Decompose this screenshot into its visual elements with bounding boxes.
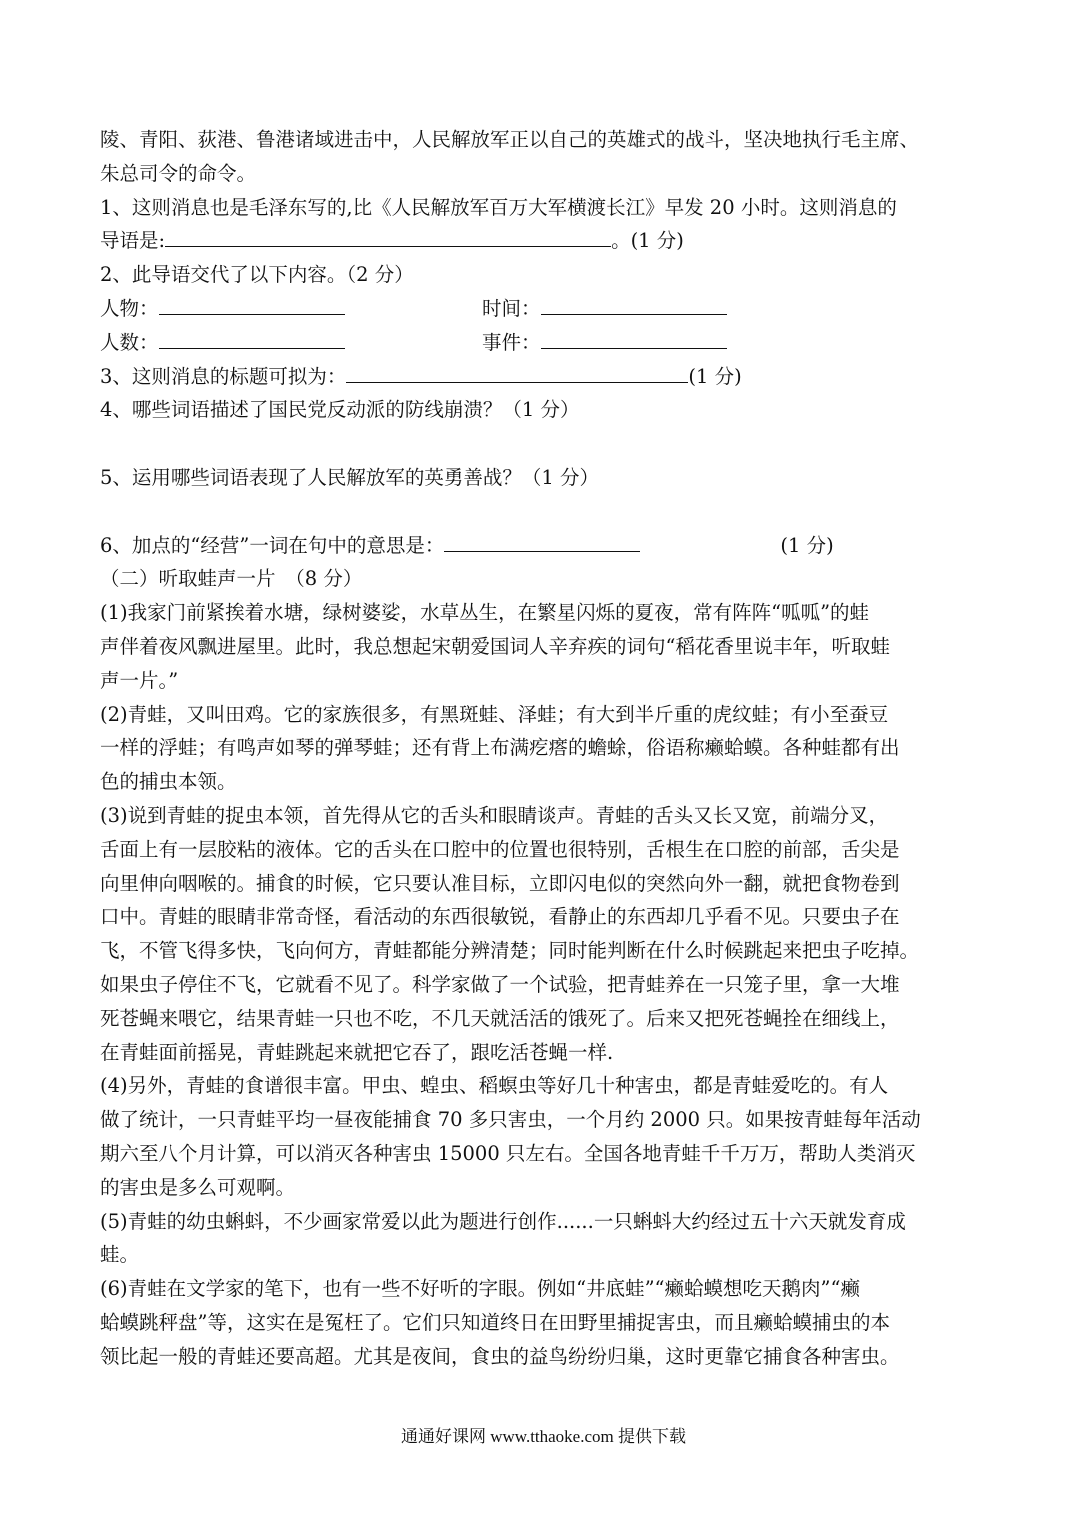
question-1-blank[interactable] — [165, 224, 611, 247]
passage-line: (3)说到青蛙的捉虫本领，首先得从它的舌头和眼睛谈声。青蛙的舌头又长又宽，前端分叉， — [100, 803, 889, 827]
passage-line: 的害虫是多么可观啊。 — [100, 1175, 296, 1199]
passage-line: (5)青蛙的幼虫蝌蚪，不少画家常爱以此为题进行创作......一只蝌蚪大约经过五十六天就发育成 — [100, 1209, 906, 1233]
question-6-suffix: (1 分) — [780, 533, 834, 557]
question-1-prefix: 导语是: — [100, 229, 166, 253]
question-4-stem: 4、哪些词语描述了国民党反动派的防线崩溃？（1 分） — [100, 398, 580, 422]
answer-space — [100, 427, 990, 461]
intro-line: 陵、青阳、荻港、鲁港诸域进击中，人民解放军正以自己的英雄式的战斗，坚决地执行毛主席、 — [100, 128, 920, 151]
question-6-prefix: 6、加点的“经营”一词在句中的意思是： — [100, 533, 445, 557]
question-1-suffix: 。(1 分) — [611, 229, 684, 253]
question-3-prefix: 3、这则消息的标题可拟为： — [100, 364, 347, 388]
passage-line: 死苍蝇来喂它，结果青蛙一只也不吃，不几天就活活的饿死了。后来又把死苍蝇拴在细线上， — [100, 1006, 900, 1030]
event-blank[interactable] — [541, 326, 727, 349]
intro-line: 朱总司令的命令。 — [100, 161, 257, 185]
passage-line: 期六至八个月计算，可以消灭各种害虫 15000 只左右。全国各地青蛙千千万万，帮助人类消灭 — [100, 1141, 916, 1165]
person-label: 人物： — [100, 296, 159, 320]
passage-line: 向里伸向咽喉的。捕食的时候，它只要认准目标，立即闪电似的突然向外一翻，就把食物卷到 — [100, 871, 900, 895]
passage-line: 做了统计，一只青蛙平均一昼夜能捕食 70 多只害虫，一个月约 2000 只。如果按青蛙每年活动 — [100, 1108, 921, 1132]
question-6-blank[interactable] — [444, 529, 640, 552]
section-2-title: （二）听取蛙声一片 （8 分） — [100, 567, 363, 591]
passage-line: 如果虫子停住不飞，它就看不见了。科学家做了一个试验，把青蛙养在一只笼子里，拿一大堆 — [100, 972, 900, 996]
time-blank[interactable] — [541, 292, 727, 315]
question-2-row-2 — [100, 326, 990, 360]
question-1-answer-line — [100, 224, 990, 258]
question-6-line — [100, 529, 990, 563]
passage-line: 口中。青蛙的眼睛非常奇怪，看活动的东西很敏锐，看静止的东西却几乎看不见。只要虫子在 — [100, 905, 900, 929]
passage-line: 一样的浮蛙；有鸣声如琴的弹琴蛙；还有背上布满疙瘩的蟾蜍，俗语称癞蛤蟆。各种蛙都有出 — [100, 736, 900, 760]
question-2-stem: 2、此导语交代了以下内容。（2 分） — [100, 263, 414, 287]
time-label: 时间： — [482, 296, 541, 320]
question-3-blank[interactable] — [346, 360, 688, 383]
passage-line: 声一片。” — [100, 668, 179, 692]
passage-line: 飞，不管飞得多快，飞向何方，青蛙都能分辨清楚；同时能判断在什么时候跳起来把虫子吃掉。 — [100, 939, 920, 963]
passage-line: 色的捕虫本领。 — [100, 770, 237, 794]
passage-line: (2)青蛙，又叫田鸡。它的家族很多，有黑斑蛙、泽蛙；有大到半斤重的虎纹蛙；有小至蚕豆 — [100, 702, 889, 726]
reading-passage — [100, 596, 990, 1373]
passage-line: 蛙。 — [100, 1243, 140, 1267]
passage-line: (6)青蛙在文学家的笔下，也有一些不好听的字眼。例如“井底蛙”“癞蛤蟆想吃天鹅肉”“癞 — [100, 1277, 860, 1301]
question-3-suffix: (1 分) — [688, 364, 742, 388]
person-blank[interactable] — [159, 292, 345, 315]
question-1-stem: 1、这则消息也是毛泽东写的,比《人民解放军百万大军横渡长江》早发 20 小时。这则消息的 — [100, 195, 897, 219]
passage-line: 在青蛙面前摇晃，青蛙跳起来就把它吞了，跟吃活苍蝇一样. — [100, 1040, 614, 1064]
passage-line: 舌面上有一层胶粘的液体。它的舌头在口腔中的位置也很特别，舌根生在口腔的前部，舌尖是 — [100, 837, 900, 861]
passage-line: (4)另外，青蛙的食谱很丰富。甲虫、蝗虫、稻螟虫等好几十种害虫，都是青蛙爱吃的。有人 — [100, 1074, 889, 1098]
page-footer: 通通好课网 www.tthaoke.com 提供下载 — [400, 1427, 687, 1446]
passage-line: 领比起一般的青蛙还要高超。尤其是夜间，食虫的益鸟纷纷归巢，这时更靠它捕食各种害虫。 — [100, 1344, 900, 1368]
question-2-row-1 — [100, 292, 990, 326]
passage-line: 声伴着夜风飘进屋里。此时，我总想起宋朝爱国词人辛弃疾的词句“稻花香里说丰年，听取蛙 — [100, 634, 890, 658]
exam-page — [100, 123, 990, 1373]
passage-line: (1)我家门前紧挨着水塘，绿树婆娑，水草丛生，在繁星闪烁的夏夜，常有阵阵“呱呱”的蛙 — [100, 601, 870, 625]
question-5-stem: 5、运用哪些词语表现了人民解放军的英勇善战？（1 分） — [100, 465, 600, 489]
count-label: 人数： — [100, 330, 159, 354]
count-blank[interactable] — [159, 326, 345, 349]
answer-space — [100, 495, 990, 529]
event-label: 事件： — [482, 330, 541, 354]
passage-line: 蛤蟆跳秤盘”等，这实在是冤枉了。它们只知道终日在田野里捕捉害虫，而且癞蛤蟆捕虫的本 — [100, 1310, 890, 1334]
question-3-line — [100, 360, 990, 394]
